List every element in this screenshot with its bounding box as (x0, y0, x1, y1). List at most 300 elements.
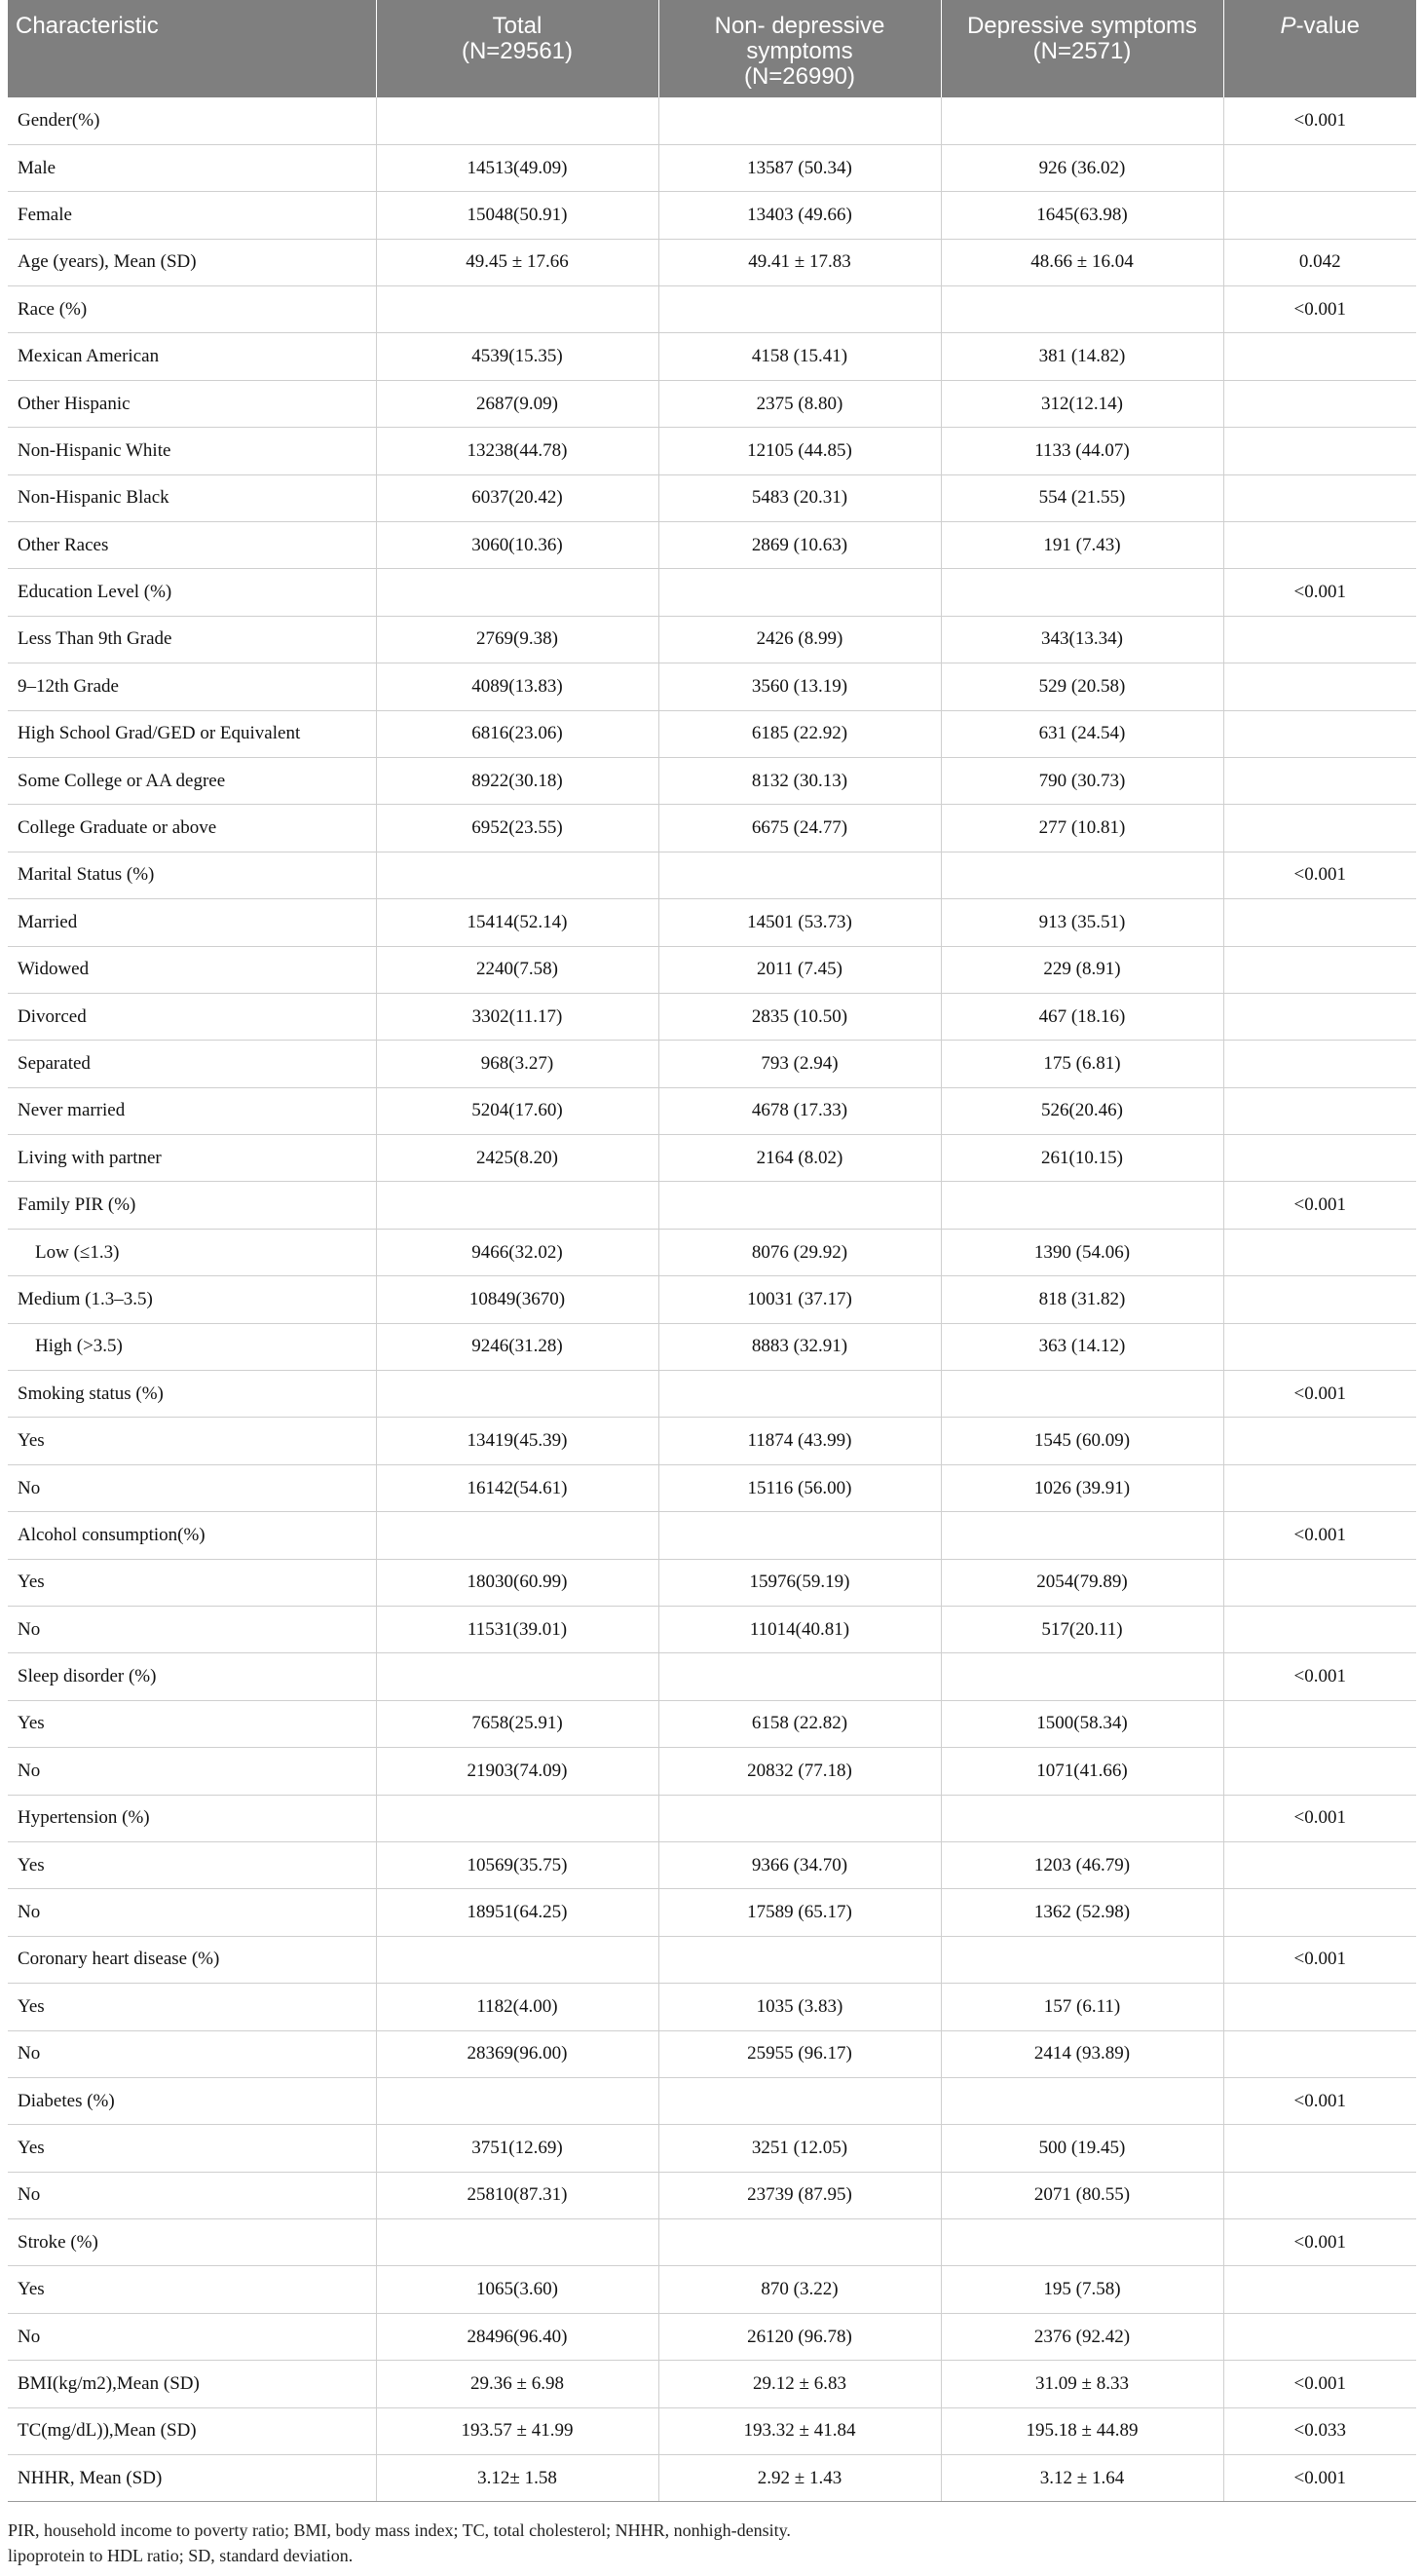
footnote-line-2: lipoprotein to HDL ratio; SD, standard deviation. (8, 2546, 354, 2566)
table-row (8, 805, 1416, 852)
non-depressive-cell: 8132 (30.13) (658, 757, 941, 804)
table-row (8, 2455, 1416, 2502)
row-label: Yes (8, 1984, 376, 2030)
p-value-cell: <0.001 (1223, 1512, 1416, 1559)
total-cell (376, 1512, 658, 1559)
non-depressive-cell (658, 852, 941, 898)
row-label: Stroke (%) (8, 2219, 376, 2266)
depressive-cell: 1203 (46.79) (941, 1841, 1223, 1888)
p-value-cell: 0.042 (1223, 239, 1416, 285)
total-cell: 16142(54.61) (376, 1464, 658, 1511)
total-cell: 9246(31.28) (376, 1323, 658, 1370)
header-total-line2: (N=29561) (461, 38, 574, 64)
non-depressive-cell (658, 2077, 941, 2124)
p-value-cell (1223, 428, 1416, 474)
non-depressive-cell (658, 1512, 941, 1559)
table-row (8, 1229, 1416, 1275)
non-depressive-cell (658, 569, 941, 616)
depressive-cell: 31.09 ± 8.33 (941, 2361, 1223, 2407)
total-cell: 49.45 ± 17.66 (376, 239, 658, 285)
non-depressive-cell: 2011 (7.45) (658, 946, 941, 993)
p-value-cell (1223, 2125, 1416, 2172)
non-depressive-cell: 15976(59.19) (658, 1559, 941, 1606)
total-cell: 10849(3670) (376, 1276, 658, 1323)
total-cell: 13238(44.78) (376, 428, 658, 474)
row-label: Yes (8, 1418, 376, 1464)
non-depressive-cell: 2375 (8.80) (658, 380, 941, 427)
depressive-cell: 2414 (93.89) (941, 2030, 1223, 2077)
row-label: Yes (8, 2266, 376, 2313)
table-row (8, 1323, 1416, 1370)
p-value-cell (1223, 1748, 1416, 1795)
depressive-cell: 195 (7.58) (941, 2266, 1223, 2313)
non-depressive-cell: 2869 (10.63) (658, 522, 941, 569)
row-label: Marital Status (%) (8, 852, 376, 898)
row-label: College Graduate or above (8, 805, 376, 852)
row-label: Widowed (8, 946, 376, 993)
p-value-cell: <0.001 (1223, 97, 1416, 144)
total-cell (376, 569, 658, 616)
depressive-cell (941, 852, 1223, 898)
table-row (8, 1984, 1416, 2030)
p-value-cell: <0.001 (1223, 1182, 1416, 1229)
row-label: Education Level (%) (8, 569, 376, 616)
p-value-cell (1223, 1700, 1416, 1747)
p-value-cell (1223, 1323, 1416, 1370)
p-value-cell (1223, 1841, 1416, 1888)
non-depressive-cell: 2426 (8.99) (658, 616, 941, 663)
total-cell (376, 1936, 658, 1983)
depressive-cell: 554 (21.55) (941, 474, 1223, 521)
row-label: No (8, 1889, 376, 1936)
header-p-rest: -value (1295, 13, 1360, 39)
total-cell: 6037(20.42) (376, 474, 658, 521)
header-p-italic: P (1280, 13, 1296, 39)
depressive-cell (941, 2077, 1223, 2124)
total-cell: 25810(87.31) (376, 2172, 658, 2218)
table-row (8, 2313, 1416, 2360)
non-depressive-cell: 4678 (17.33) (658, 1087, 941, 1134)
table-row (8, 1841, 1416, 1888)
table-row (8, 428, 1416, 474)
p-value-cell: <0.001 (1223, 1371, 1416, 1418)
row-label: Female (8, 192, 376, 239)
non-depressive-cell: 6158 (22.82) (658, 1700, 941, 1747)
header-row (8, 0, 1416, 97)
total-cell: 14513(49.09) (376, 144, 658, 191)
non-depressive-cell: 2835 (10.50) (658, 993, 941, 1040)
table-row (8, 239, 1416, 285)
table-row (8, 2361, 1416, 2407)
total-cell: 1182(4.00) (376, 1984, 658, 2030)
p-value-cell (1223, 1087, 1416, 1134)
total-cell: 1065(3.60) (376, 2266, 658, 2313)
row-label: Male (8, 144, 376, 191)
table-row (8, 757, 1416, 804)
table-row (8, 1607, 1416, 1653)
row-label: Low (≤1.3) (8, 1229, 376, 1275)
depressive-cell: 363 (14.12) (941, 1323, 1223, 1370)
row-label: Yes (8, 1559, 376, 1606)
p-value-cell (1223, 1135, 1416, 1182)
p-value-cell (1223, 946, 1416, 993)
total-cell: 2240(7.58) (376, 946, 658, 993)
depressive-cell: 500 (19.45) (941, 2125, 1223, 2172)
non-depressive-cell (658, 1936, 941, 1983)
row-label: Hypertension (%) (8, 1795, 376, 1841)
p-value-cell (1223, 2266, 1416, 2313)
total-cell: 9466(32.02) (376, 1229, 658, 1275)
table-row (8, 474, 1416, 521)
p-value-cell (1223, 2313, 1416, 2360)
non-depressive-cell: 10031 (37.17) (658, 1276, 941, 1323)
row-label: No (8, 1607, 376, 1653)
non-depressive-cell (658, 1371, 941, 1418)
row-label: Yes (8, 2125, 376, 2172)
table-row (8, 1087, 1416, 1134)
table-row (8, 1371, 1416, 1418)
row-label: Less Than 9th Grade (8, 616, 376, 663)
p-value-cell (1223, 663, 1416, 710)
p-value-cell (1223, 1041, 1416, 1087)
table-row (8, 1512, 1416, 1559)
table-row (8, 899, 1416, 946)
total-cell: 28496(96.40) (376, 2313, 658, 2360)
table-page (8, 0, 1422, 2568)
table-row (8, 1135, 1416, 1182)
non-depressive-cell: 12105 (44.85) (658, 428, 941, 474)
table-row (8, 192, 1416, 239)
depressive-cell: 529 (20.58) (941, 663, 1223, 710)
p-value-cell (1223, 1559, 1416, 1606)
depressive-cell: 631 (24.54) (941, 710, 1223, 757)
row-label: Age (years), Mean (SD) (8, 239, 376, 285)
p-value-cell: <0.001 (1223, 2361, 1416, 2407)
row-label: BMI(kg/m2),Mean (SD) (8, 2361, 376, 2407)
total-cell: 6952(23.55) (376, 805, 658, 852)
depressive-cell: 175 (6.81) (941, 1041, 1223, 1087)
table-row (8, 1653, 1416, 1700)
p-value-cell (1223, 1607, 1416, 1653)
p-value-cell: <0.001 (1223, 852, 1416, 898)
p-value-cell (1223, 1464, 1416, 1511)
row-label: Mexican American (8, 333, 376, 380)
table-row (8, 380, 1416, 427)
row-label: Yes (8, 1841, 376, 1888)
table-row (8, 1276, 1416, 1323)
total-cell: 2769(9.38) (376, 616, 658, 663)
depressive-cell (941, 1512, 1223, 1559)
depressive-cell: 48.66 ± 16.04 (941, 239, 1223, 285)
non-depressive-cell: 20832 (77.18) (658, 1748, 941, 1795)
non-depressive-cell (658, 97, 941, 144)
depressive-cell: 1390 (54.06) (941, 1229, 1223, 1275)
row-label: Living with partner (8, 1135, 376, 1182)
table-row (8, 2125, 1416, 2172)
depressive-cell (941, 1795, 1223, 1841)
table-row (8, 1464, 1416, 1511)
non-depressive-cell: 2164 (8.02) (658, 1135, 941, 1182)
header-characteristic-text: Characteristic (16, 13, 159, 39)
row-label: Sleep disorder (%) (8, 1653, 376, 1700)
total-cell: 13419(45.39) (376, 1418, 658, 1464)
row-label: No (8, 1464, 376, 1511)
depressive-cell (941, 1936, 1223, 1983)
table-row (8, 1748, 1416, 1795)
depressive-cell: 1071(41.66) (941, 1748, 1223, 1795)
total-cell: 18030(60.99) (376, 1559, 658, 1606)
total-cell: 28369(96.00) (376, 2030, 658, 2077)
header-total-line1: Total (492, 13, 543, 39)
p-value-cell: <0.001 (1223, 1936, 1416, 1983)
p-value-cell (1223, 1276, 1416, 1323)
table-row (8, 1889, 1416, 1936)
p-value-cell: <0.001 (1223, 2219, 1416, 2266)
header-characteristic (8, 0, 376, 97)
header-dep-line2: (N=2571) (1032, 38, 1132, 64)
total-cell: 7658(25.91) (376, 1700, 658, 1747)
total-cell: 5204(17.60) (376, 1087, 658, 1134)
row-label: No (8, 2313, 376, 2360)
non-depressive-cell (658, 1795, 941, 1841)
row-label: High (>3.5) (8, 1323, 376, 1370)
table-row (8, 1182, 1416, 1229)
header-p-value (1223, 0, 1416, 97)
table-row (8, 2219, 1416, 2266)
table-row (8, 1041, 1416, 1087)
total-cell: 15414(52.14) (376, 899, 658, 946)
table-row (8, 522, 1416, 569)
total-cell: 6816(23.06) (376, 710, 658, 757)
depressive-cell: 2376 (92.42) (941, 2313, 1223, 2360)
non-depressive-cell: 6185 (22.92) (658, 710, 941, 757)
p-value-cell: <0.033 (1223, 2407, 1416, 2454)
row-label: Never married (8, 1087, 376, 1134)
non-depressive-cell: 15116 (56.00) (658, 1464, 941, 1511)
depressive-cell: 1645(63.98) (941, 192, 1223, 239)
p-value-cell (1223, 1418, 1416, 1464)
total-cell: 15048(50.91) (376, 192, 658, 239)
depressive-cell (941, 286, 1223, 333)
total-cell (376, 1182, 658, 1229)
depressive-cell: 790 (30.73) (941, 757, 1223, 804)
non-depressive-cell: 26120 (96.78) (658, 2313, 941, 2360)
depressive-cell (941, 1182, 1223, 1229)
non-depressive-cell: 17589 (65.17) (658, 1889, 941, 1936)
total-cell (376, 97, 658, 144)
table-row (8, 1795, 1416, 1841)
row-label: Family PIR (%) (8, 1182, 376, 1229)
p-value-cell: <0.001 (1223, 2455, 1416, 2502)
total-cell: 3302(11.17) (376, 993, 658, 1040)
p-value-cell (1223, 757, 1416, 804)
row-label: Diabetes (%) (8, 2077, 376, 2124)
table-header (8, 0, 1416, 97)
header-nondep-line1: Non- depressive (714, 13, 885, 39)
table-row (8, 286, 1416, 333)
non-depressive-cell: 3251 (12.05) (658, 2125, 941, 2172)
row-label: Non-Hispanic White (8, 428, 376, 474)
p-value-cell (1223, 1229, 1416, 1275)
total-cell: 3.12± 1.58 (376, 2455, 658, 2502)
depressive-cell: 2054(79.89) (941, 1559, 1223, 1606)
row-label: Alcohol consumption(%) (8, 1512, 376, 1559)
depressive-cell: 261(10.15) (941, 1135, 1223, 1182)
row-label: No (8, 2172, 376, 2218)
depressive-cell: 157 (6.11) (941, 1984, 1223, 2030)
non-depressive-cell: 6675 (24.77) (658, 805, 941, 852)
table-row (8, 333, 1416, 380)
p-value-cell (1223, 2030, 1416, 2077)
table-row (8, 663, 1416, 710)
p-value-cell (1223, 993, 1416, 1040)
non-depressive-cell: 11874 (43.99) (658, 1418, 941, 1464)
depressive-cell: 381 (14.82) (941, 333, 1223, 380)
table-row (8, 569, 1416, 616)
footnote-line-1: PIR, household income to poverty ratio; BMI, body mass index; TC, total cholesterol; NHHR, nonhigh-density. (8, 2520, 791, 2541)
row-label: Smoking status (%) (8, 1371, 376, 1418)
total-cell: 8922(30.18) (376, 757, 658, 804)
non-depressive-cell: 793 (2.94) (658, 1041, 941, 1087)
row-label: Other Hispanic (8, 380, 376, 427)
total-cell: 10569(35.75) (376, 1841, 658, 1888)
row-label: Non-Hispanic Black (8, 474, 376, 521)
non-depressive-cell: 8076 (29.92) (658, 1229, 941, 1275)
non-depressive-cell: 8883 (32.91) (658, 1323, 941, 1370)
total-cell (376, 286, 658, 333)
depressive-cell: 229 (8.91) (941, 946, 1223, 993)
table-row (8, 2030, 1416, 2077)
non-depressive-cell: 9366 (34.70) (658, 1841, 941, 1888)
characteristics-table (8, 0, 1416, 2502)
header-dep-line1: Depressive symptoms (966, 13, 1198, 39)
header-nondep-line3: (N=26990) (743, 63, 856, 90)
p-value-cell (1223, 380, 1416, 427)
depressive-cell (941, 1371, 1223, 1418)
row-label: 9–12th Grade (8, 663, 376, 710)
non-depressive-cell (658, 1182, 941, 1229)
p-value-cell (1223, 1889, 1416, 1936)
row-label: Separated (8, 1041, 376, 1087)
total-cell: 3060(10.36) (376, 522, 658, 569)
depressive-cell: 467 (18.16) (941, 993, 1223, 1040)
depressive-cell (941, 569, 1223, 616)
depressive-cell: 277 (10.81) (941, 805, 1223, 852)
header-non-depressive (658, 0, 941, 97)
non-depressive-cell (658, 286, 941, 333)
depressive-cell (941, 97, 1223, 144)
table-row (8, 946, 1416, 993)
non-depressive-cell: 5483 (20.31) (658, 474, 941, 521)
total-cell: 4089(13.83) (376, 663, 658, 710)
depressive-cell: 517(20.11) (941, 1607, 1223, 1653)
non-depressive-cell: 193.32 ± 41.84 (658, 2407, 941, 2454)
p-value-cell: <0.001 (1223, 1653, 1416, 1700)
row-label: Race (%) (8, 286, 376, 333)
non-depressive-cell (658, 1653, 941, 1700)
total-cell: 18951(64.25) (376, 1889, 658, 1936)
total-cell (376, 1795, 658, 1841)
table-row (8, 97, 1416, 144)
p-value-cell: <0.001 (1223, 2077, 1416, 2124)
depressive-cell: 1362 (52.98) (941, 1889, 1223, 1936)
p-value-cell (1223, 899, 1416, 946)
p-value-cell (1223, 805, 1416, 852)
row-label: Yes (8, 1700, 376, 1747)
table-row (8, 2077, 1416, 2124)
depressive-cell: 818 (31.82) (941, 1276, 1223, 1323)
table-row (8, 1559, 1416, 1606)
depressive-cell: 195.18 ± 44.89 (941, 2407, 1223, 2454)
table-row (8, 616, 1416, 663)
p-value-cell (1223, 710, 1416, 757)
total-cell: 21903(74.09) (376, 1748, 658, 1795)
total-cell (376, 2219, 658, 2266)
row-label: Other Races (8, 522, 376, 569)
table-footnote (8, 2518, 1079, 2568)
row-label: TC(mg/dL)),Mean (SD) (8, 2407, 376, 2454)
p-value-cell: <0.001 (1223, 569, 1416, 616)
non-depressive-cell: 13587 (50.34) (658, 144, 941, 191)
non-depressive-cell: 25955 (96.17) (658, 2030, 941, 2077)
row-label: NHHR, Mean (SD) (8, 2455, 376, 2502)
total-cell: 11531(39.01) (376, 1607, 658, 1653)
row-label: Married (8, 899, 376, 946)
p-value-cell (1223, 1984, 1416, 2030)
table-row (8, 2172, 1416, 2218)
non-depressive-cell: 13403 (49.66) (658, 192, 941, 239)
non-depressive-cell: 23739 (87.95) (658, 2172, 941, 2218)
total-cell: 3751(12.69) (376, 2125, 658, 2172)
header-nondep-line2: symptoms (746, 38, 853, 64)
p-value-cell (1223, 474, 1416, 521)
total-cell: 2687(9.09) (376, 380, 658, 427)
table-row (8, 710, 1416, 757)
depressive-cell: 1026 (39.91) (941, 1464, 1223, 1511)
p-value-cell (1223, 192, 1416, 239)
non-depressive-cell: 14501 (53.73) (658, 899, 941, 946)
table-row (8, 993, 1416, 1040)
depressive-cell: 1500(58.34) (941, 1700, 1223, 1747)
depressive-cell: 2071 (80.55) (941, 2172, 1223, 2218)
depressive-cell: 1133 (44.07) (941, 428, 1223, 474)
total-cell (376, 1371, 658, 1418)
non-depressive-cell: 3560 (13.19) (658, 663, 941, 710)
p-value-cell: <0.001 (1223, 286, 1416, 333)
p-value-cell (1223, 2172, 1416, 2218)
depressive-cell (941, 2219, 1223, 2266)
table-row (8, 2266, 1416, 2313)
table-row (8, 1418, 1416, 1464)
depressive-cell: 526(20.46) (941, 1087, 1223, 1134)
table-row (8, 1700, 1416, 1747)
row-label: Divorced (8, 993, 376, 1040)
row-label: No (8, 2030, 376, 2077)
total-cell (376, 2077, 658, 2124)
non-depressive-cell: 49.41 ± 17.83 (658, 239, 941, 285)
depressive-cell: 191 (7.43) (941, 522, 1223, 569)
row-label: No (8, 1748, 376, 1795)
total-cell: 2425(8.20) (376, 1135, 658, 1182)
row-label: Gender(%) (8, 97, 376, 144)
table-body (8, 97, 1416, 2502)
non-depressive-cell: 4158 (15.41) (658, 333, 941, 380)
row-label: Medium (1.3–3.5) (8, 1276, 376, 1323)
non-depressive-cell: 11014(40.81) (658, 1607, 941, 1653)
total-cell (376, 1653, 658, 1700)
table-row (8, 852, 1416, 898)
non-depressive-cell: 2.92 ± 1.43 (658, 2455, 941, 2502)
